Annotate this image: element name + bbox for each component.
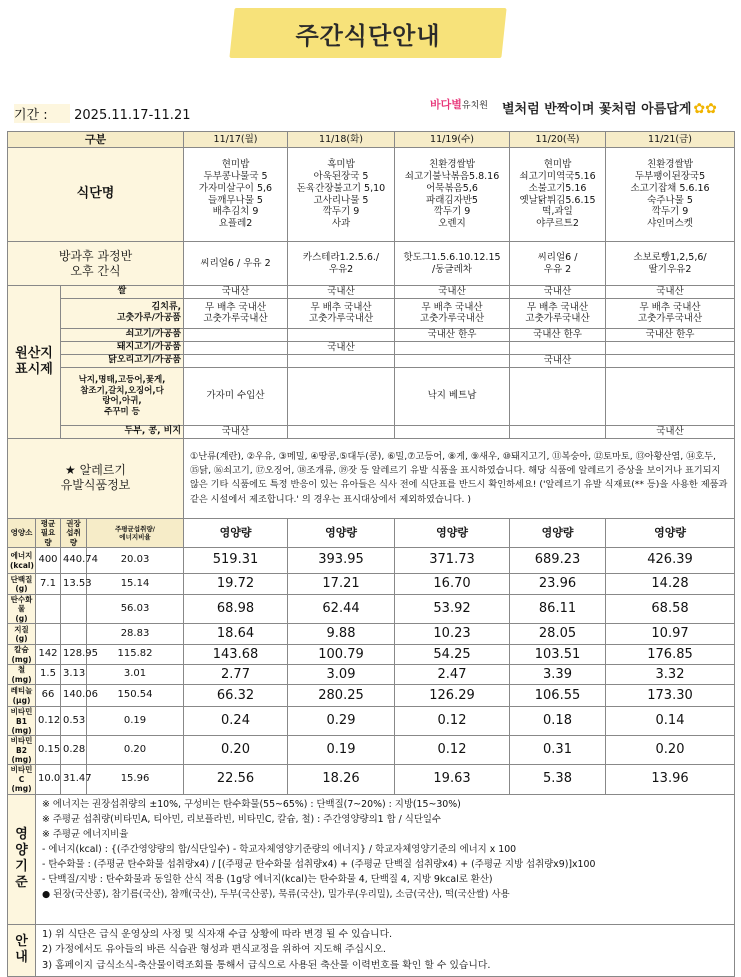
origin-cell: 국내산 한우	[606, 328, 735, 341]
snack-row	[8, 242, 735, 286]
day-header: 11/21(금)	[606, 132, 735, 148]
origin-cell: 국내산	[288, 341, 395, 354]
origin-cell: 국내산	[395, 286, 510, 299]
nutrient-name: 비타민B1 (mg)	[8, 707, 36, 736]
day-nutrition-value: 0.20	[606, 736, 735, 765]
origin-cell: 국내산	[606, 425, 735, 438]
day-nutrition-value: 62.44	[288, 595, 395, 624]
origin-cell	[288, 328, 395, 341]
day-nutrition-value: 426.39	[606, 548, 735, 574]
day-nutrition-value: 86.11	[510, 595, 606, 624]
basis-label: 영양 기준	[8, 794, 36, 924]
day-nutrition-value: 126.29	[395, 685, 510, 707]
origin-row	[8, 286, 735, 299]
weekly-value: 15.14	[87, 574, 184, 595]
header-row	[8, 132, 735, 148]
avg-value: 1.5	[36, 665, 61, 685]
origin-label: 원산지 표시제	[8, 286, 61, 439]
origin-cell	[184, 354, 288, 367]
day-nutrition-value: 689.23	[510, 548, 606, 574]
origin-cell	[606, 367, 735, 425]
rec-value: 440.74	[61, 548, 87, 574]
day-header: 11/17(월)	[184, 132, 288, 148]
flower-icon: ✿✿	[693, 101, 717, 117]
nutrition-row	[8, 685, 735, 707]
day-nutrition-value: 143.68	[184, 645, 288, 665]
day-nutrition-value: 23.96	[510, 574, 606, 595]
nutrition-row	[8, 548, 735, 574]
basis-line: - 탄수화물 : (주평균 탄수화물 섭취량x4) / [(주평균 탄수화물 섭취량x4) + (주평균 단백질 섭취량x4) + (주평균 지방 섭취량x9)]x100	[42, 858, 596, 870]
day-nutrition-value: 0.18	[510, 707, 606, 736]
avg-value	[36, 624, 61, 645]
origin-cell	[288, 367, 395, 425]
day-nutrition-value: 0.19	[288, 736, 395, 765]
day-nutrition-header: 영양량	[510, 518, 606, 547]
day-nutrition-value: 53.92	[395, 595, 510, 624]
nutrition-row	[8, 595, 735, 624]
nutrition-row	[8, 707, 735, 736]
day-nutrition-value: 3.39	[510, 665, 606, 685]
snack-cell: 소보로빵1,2,5,6/ 딸기우유2	[606, 242, 735, 286]
basis-line: ※ 에너지는 권장섭취량의 ±10%, 구성비는 탄수화물(55~65%) : 단백질(7~20%) : 지방(15~30%)	[42, 798, 461, 810]
day-nutrition-value: 54.25	[395, 645, 510, 665]
origin-item: 두부, 콩, 비지	[61, 425, 184, 438]
rec-value: 31.47	[61, 765, 87, 794]
avg-value: 400	[36, 548, 61, 574]
origin-item: 쌀	[61, 286, 184, 299]
origin-cell: 국내산	[184, 425, 288, 438]
logo-brand: 바다별	[430, 98, 462, 111]
origin-cell	[395, 341, 510, 354]
origin-cell	[510, 341, 606, 354]
origin-row	[8, 425, 735, 438]
origin-cell: 국내산	[606, 286, 735, 299]
slogan	[502, 98, 717, 117]
origin-cell	[510, 425, 606, 438]
day-nutrition-value: 18.64	[184, 624, 288, 645]
day-nutrition-value: 393.95	[288, 548, 395, 574]
day-nutrition-value: 0.12	[395, 736, 510, 765]
origin-item: 닭오리고기/가공품	[61, 354, 184, 367]
origin-cell: 국내산	[184, 286, 288, 299]
origin-row	[8, 328, 735, 341]
meal-cell: 현미밥 두부콩나물국 5 가자미살구이 5,6 들깨무나물 5 배추김치 9 요플레2	[184, 148, 288, 242]
meal-label: 식단명	[8, 148, 184, 242]
avg-value: 10.0	[36, 765, 61, 794]
day-nutrition-value: 0.24	[184, 707, 288, 736]
weekly-header: 주평균섭취량/ 에너지비율	[87, 518, 184, 547]
origin-cell	[395, 354, 510, 367]
origin-cell: 무 배추 국내산 고춧가루국내산	[395, 298, 510, 328]
origin-cell: 국내산	[288, 286, 395, 299]
day-nutrition-value: 13.96	[606, 765, 735, 794]
day-nutrition-value: 0.29	[288, 707, 395, 736]
weekly-value: 3.01	[87, 665, 184, 685]
allergy-label-line: 유발식품정보	[60, 478, 131, 493]
weekly-value: 20.03	[87, 548, 184, 574]
day-nutrition-value: 103.51	[510, 645, 606, 665]
period-value: 2025.11.17-11.21	[74, 108, 191, 123]
origin-cell: 국내산 한우	[510, 328, 606, 341]
nutrition-row	[8, 736, 735, 765]
period-label: 기간 :	[14, 104, 70, 123]
rec-value: 0.53	[61, 707, 87, 736]
nutrient-name: 지질(g)	[8, 624, 36, 645]
day-nutrition-value: 0.12	[395, 707, 510, 736]
origin-cell	[510, 367, 606, 425]
origin-cell	[288, 425, 395, 438]
nutrient-name: 탄수화물 (g)	[8, 595, 36, 624]
day-nutrition-value: 3.09	[288, 665, 395, 685]
origin-cell: 국내산 한우	[395, 328, 510, 341]
snack-label-line: 오후 간식	[70, 263, 121, 278]
day-nutrition-value: 0.14	[606, 707, 735, 736]
avg-value: 7.1	[36, 574, 61, 595]
rec-value	[61, 595, 87, 624]
origin-cell	[606, 341, 735, 354]
origin-cell	[288, 354, 395, 367]
origin-row	[8, 367, 735, 425]
day-nutrition-value: 0.31	[510, 736, 606, 765]
rec-value: 140.06	[61, 685, 87, 707]
allergy-label-line: ★ 알레르기	[65, 463, 126, 478]
nutrient-name: 단백질(g)	[8, 574, 36, 595]
nutrition-row	[8, 765, 735, 794]
meal-cell: 친환경쌀밥 쇠고기불낙볶음5.8.16 어묵볶음5,6 파래김자반5 깍두기 9 오렌지	[395, 148, 510, 242]
day-nutrition-value: 2.77	[184, 665, 288, 685]
day-nutrition-value: 3.32	[606, 665, 735, 685]
day-nutrition-value: 519.31	[184, 548, 288, 574]
logo-sub: 유치원	[461, 100, 488, 111]
basis-line: - 에너지(kcal) : {(주간영양량의 합/식단일수) - 학교자체영양기준량의 에너지} / 학교자체영양기준의 에너지 x 100	[42, 843, 517, 855]
day-header: 11/19(수)	[395, 132, 510, 148]
origin-cell: 가자미 수입산	[184, 367, 288, 425]
day-nutrition-value: 10.97	[606, 624, 735, 645]
weekly-value: 0.20	[87, 736, 184, 765]
nutrient-name: 칼슘(mg)	[8, 645, 36, 665]
day-nutrition-value: 66.32	[184, 685, 288, 707]
notice-text	[36, 924, 735, 976]
snack-cell: 핫도그1.5.6.10.12.15 /동글레차	[395, 242, 510, 286]
day-nutrition-value: 280.25	[288, 685, 395, 707]
weekly-value: 0.19	[87, 707, 184, 736]
day-nutrition-value: 10.23	[395, 624, 510, 645]
rec-value: 128.95	[61, 645, 87, 665]
meal-cell: 친환경쌀밥 두부팽이된장국5 소고기잡채 5.6.16 숙주나물 5 깍두기 9 샤인머스켓	[606, 148, 735, 242]
origin-item: 김치류, 고춧가루/가공품	[61, 298, 184, 328]
snack-cell: 씨리얼6 / 우유 2	[184, 242, 288, 286]
origin-cell: 무 배추 국내산 고춧가루국내산	[184, 298, 288, 328]
avg-header: 평균 필요량	[36, 518, 61, 547]
avg-value	[36, 595, 61, 624]
day-nutrition-value: 14.28	[606, 574, 735, 595]
avg-value: 66	[36, 685, 61, 707]
day-nutrition-value: 68.58	[606, 595, 735, 624]
day-nutrition-header: 영양량	[395, 518, 510, 547]
day-nutrition-value: 2.47	[395, 665, 510, 685]
nutrient-name: 비타민C (mg)	[8, 765, 36, 794]
menu-table	[7, 131, 735, 977]
origin-cell: 국내산	[510, 354, 606, 367]
allergy-text: ①난류(계란), ②우유, ③메밀, ④땅콩,⑤대두(콩), ⑥밀,⑦고등어, ⑧게, ⑨새우, ⑩돼지고기, ⑪복숭아, ⑫토마토, ⑬아황산염, ⑭호두, ⑮닭, ⑯쇠고기, ⑰오징어, ⑱조개류, ⑲잣 등 알레르기 유발 식품을 표시하였습니다. 해당 식품에 알레르기 증상을 보이거나 표기되지 않은 기타 식품에도 특정 반응이 있는 유아들은 식사 전에 식단표를 반드시 확인하세요! ('알레르기 유발 식재료(** 등)을 사용한 제품과 같은 시설에서 제조합니다.' 의 경우는 표시대상에서 제외하였습니다. )	[184, 438, 735, 518]
rec-value	[61, 624, 87, 645]
day-nutrition-value: 16.70	[395, 574, 510, 595]
day-nutrition-value: 173.30	[606, 685, 735, 707]
day-nutrition-value: 9.88	[288, 624, 395, 645]
origin-cell: 낙지 베트남	[395, 367, 510, 425]
day-nutrition-header: 영양량	[606, 518, 735, 547]
avg-value: 0.15	[36, 736, 61, 765]
rec-value: 13.53	[61, 574, 87, 595]
nutrition-row	[8, 574, 735, 595]
day-nutrition-value: 176.85	[606, 645, 735, 665]
meal-cell: 현미밥 쇠고기미역국5.16 소불고기5.16 옛날닭튀김5.6.15 떡,과일 야쿠르트2	[510, 148, 606, 242]
meal-row	[8, 148, 735, 242]
rec-value: 0.28	[61, 736, 87, 765]
day-nutrition-value: 0.20	[184, 736, 288, 765]
day-nutrition-value: 68.98	[184, 595, 288, 624]
weekly-value: 15.96	[87, 765, 184, 794]
nutrient-header: 영양소	[8, 518, 36, 547]
meal-cell: 흑미밥 아욱된장국 5 돈육간장불고기 5,10 고사리나물 5 깍두기 9 사과	[288, 148, 395, 242]
origin-cell: 국내산	[510, 286, 606, 299]
nutrient-name: 비타민B2 (mg)	[8, 736, 36, 765]
weekly-value: 56.03	[87, 595, 184, 624]
day-header: 11/18(화)	[288, 132, 395, 148]
period	[14, 104, 190, 123]
page-title: 주간식단안내	[295, 21, 441, 50]
header-label: 구분	[8, 132, 184, 148]
notice-line: 1) 위 식단은 급식 운영상의 사정 및 식자재 수급 상황에 따라 변경 될 수 있습니다.	[42, 928, 393, 940]
origin-cell	[606, 354, 735, 367]
origin-row	[8, 354, 735, 367]
basis-row	[8, 794, 735, 924]
day-nutrition-value: 19.63	[395, 765, 510, 794]
day-nutrition-header: 영양량	[288, 518, 395, 547]
kindergarten-logo	[430, 96, 488, 112]
day-nutrition-value: 100.79	[288, 645, 395, 665]
nutrition-body	[8, 548, 735, 795]
slogan-text: 별처럼 반짝이며 꽃처럼 아름답게	[502, 102, 692, 117]
avg-value: 142	[36, 645, 61, 665]
day-nutrition-value: 17.21	[288, 574, 395, 595]
nutrition-row	[8, 645, 735, 665]
snack-label-line: 방과후 과정반	[58, 248, 133, 263]
day-nutrition-value: 22.56	[184, 765, 288, 794]
allergy-row	[8, 438, 735, 518]
notice-row	[8, 924, 735, 976]
weekly-value: 28.83	[87, 624, 184, 645]
basis-line: - 단백질/지방 : 탄수화물과 동일한 산식 적용 (1g당 에너지(kcal)는 탄수화물 4, 단백질 4, 지방 9kcal로 환산)	[42, 873, 493, 885]
nutrition-header-row	[8, 518, 735, 547]
basis-text	[36, 794, 735, 924]
notice-line: 2) 가정에서도 유아들의 바른 식습관 형성과 편식교정을 위하여 지도해 주십시오.	[42, 944, 387, 956]
rec-value: 3.13	[61, 665, 87, 685]
notice-label: 안내	[8, 924, 36, 976]
avg-value: 0.12	[36, 707, 61, 736]
nutrient-name: 에너지 (kcal)	[8, 548, 36, 574]
nutrient-name: 철(mg)	[8, 665, 36, 685]
origin-cell	[184, 341, 288, 354]
day-nutrition-value: 371.73	[395, 548, 510, 574]
nutrition-row	[8, 624, 735, 645]
notice-line: 3) 홈페이지 급식소식-축산물이력조회를 통해서 급식으로 사용된 축산물 이력번호를 확인 할 수 있습니다.	[42, 959, 491, 971]
snack-cell: 카스테라1.2.5.6./ 우유2	[288, 242, 395, 286]
allergy-label	[8, 438, 184, 518]
basis-line: ※ 주평균 에너지비율	[42, 828, 129, 840]
rec-header: 권장 섭취량	[61, 518, 87, 547]
day-nutrition-value: 5.38	[510, 765, 606, 794]
weekly-value: 115.82	[87, 645, 184, 665]
origin-cell: 무 배추 국내산 고춧가루국내산	[288, 298, 395, 328]
nutrient-name: 레티놀(μg)	[8, 685, 36, 707]
basis-line: ※ 주평균 섭취량(비타민A, 티아민, 리보플라빈, 비타민C, 칼슘, 철) : 주간영양량의1 합 / 식단일수	[42, 813, 441, 825]
origin-item: 쇠고기/가공품	[61, 328, 184, 341]
snack-label	[8, 242, 184, 286]
origin-cell: 무 배추 국내산 고춧가루국내산	[510, 298, 606, 328]
day-nutrition-value: 18.26	[288, 765, 395, 794]
origin-row	[8, 298, 735, 328]
origin-cell	[184, 328, 288, 341]
title-banner	[232, 8, 504, 58]
origin-row	[8, 341, 735, 354]
day-nutrition-value: 106.55	[510, 685, 606, 707]
snack-cell: 씨리얼6 / 우유 2	[510, 242, 606, 286]
origin-item: 낙지,명태,고등어,꽃게, 참조기,갈치,오징어,다 랑어,아귀, 주꾸미 등	[61, 367, 184, 425]
day-nutrition-value: 28.05	[510, 624, 606, 645]
day-nutrition-header: 영양량	[184, 518, 288, 547]
day-nutrition-value: 19.72	[184, 574, 288, 595]
origin-item: 돼지고기/가공품	[61, 341, 184, 354]
weekly-value: 150.54	[87, 685, 184, 707]
basis-line: ● 된장(국산콩), 참기름(국산), 참깨(국산), 두부(국산콩), 묵류(국산), 밀가루(우리밀), 소금(국산), 떡(국산쌀) 사용	[42, 888, 510, 900]
origin-cell	[395, 425, 510, 438]
nutrition-row	[8, 665, 735, 685]
origin-cell: 무 배추 국내산 고춧가루국내산	[606, 298, 735, 328]
day-header: 11/20(목)	[510, 132, 606, 148]
